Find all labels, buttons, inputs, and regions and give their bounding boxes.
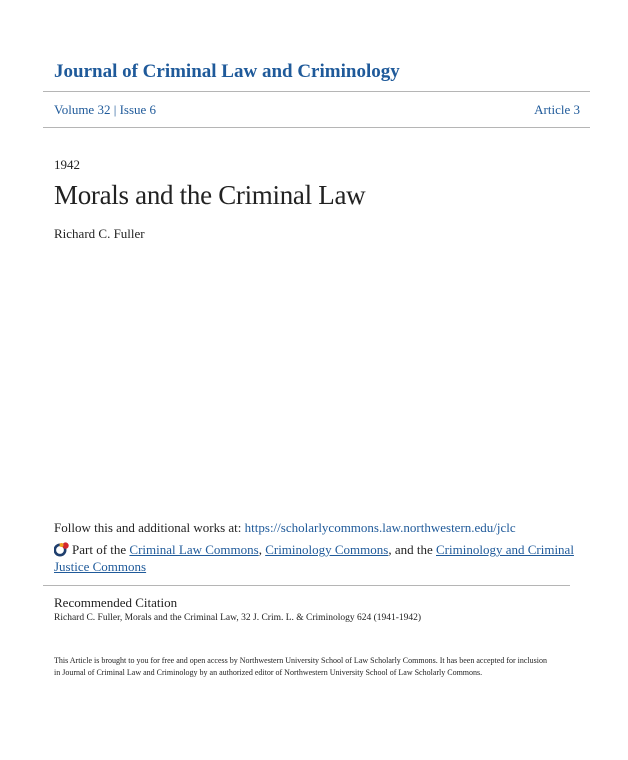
recommended-citation-text: Richard C. Fuller, Morals and the Criminal Law, 32 J. Crim. L. & Criminology 624 (1941-1942) — [54, 613, 422, 623]
volume-separator: | — [113, 102, 117, 117]
article-title: Morals and the Criminal Law — [54, 180, 366, 210]
part-of-line — [54, 541, 574, 575]
article-number-link[interactable]: Article 3 — [534, 102, 580, 117]
publication-year: 1942 — [54, 157, 80, 172]
criminal-law-commons-link[interactable]: Criminal Law Commons — [129, 542, 259, 557]
follow-prefix: Follow this and additional works at: — [54, 520, 245, 535]
network-commons-icon — [54, 542, 70, 557]
recommended-citation-heading: Recommended Citation — [54, 595, 178, 610]
access-statement: This Article is brought to you for free and open access by Northwestern University School of Law Scholarly Commons. It has been accepted for inclusion in Journal of Criminal Law and Criminology by an authorized editor of Northwestern University School of Law Scholarly Commons. — [54, 656, 547, 677]
criminology-commons-link[interactable]: Criminology Commons — [265, 542, 389, 557]
volume-issue — [54, 102, 156, 118]
volume-link[interactable]: Volume 32 — [54, 102, 111, 117]
issue-link[interactable]: Issue 6 — [119, 102, 157, 117]
follow-line — [54, 520, 516, 536]
volume-divider — [43, 127, 590, 128]
criminology-and-criminal-justice-commons-link[interactable]: Criminology and Criminal Justice Commons — [54, 542, 574, 574]
repository-url-link[interactable]: https://scholarlycommons.law.northwestern.edu/jclc — [244, 520, 516, 535]
header-divider — [43, 91, 590, 92]
part-of-prefix: Part of the — [72, 542, 130, 557]
citation-divider — [43, 585, 570, 586]
author-name[interactable]: Richard C. Fuller — [54, 226, 145, 241]
part-of-sep2: , and the — [388, 542, 436, 557]
journal-title-link[interactable]: Journal of Criminal Law and Criminology — [54, 61, 400, 82]
part-of-sep1: , — [258, 542, 266, 557]
